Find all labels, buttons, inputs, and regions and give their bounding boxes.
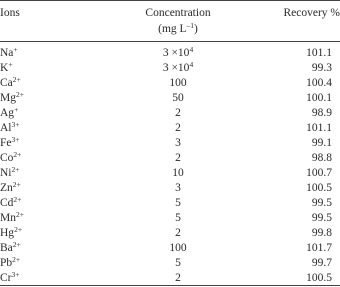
recovery-cell: 98.9 xyxy=(311,107,332,119)
recovery-cell: 99.5 xyxy=(311,212,332,224)
ion-cell xyxy=(0,91,24,106)
ion-cell xyxy=(0,211,24,226)
table-row xyxy=(0,241,340,256)
ion-symbol: Cd xyxy=(0,197,14,209)
concentration-value: 2 xyxy=(175,152,181,164)
ion-cell xyxy=(0,121,19,136)
unit-close: ) xyxy=(194,23,198,35)
concentration-value: 5 xyxy=(175,212,181,224)
ion-charge: 2+ xyxy=(15,90,24,99)
concentration-cell xyxy=(110,166,246,181)
recovery-cell: 101.1 xyxy=(306,47,332,59)
table-row xyxy=(0,256,340,271)
header-rule xyxy=(0,41,340,42)
table-row xyxy=(0,151,340,166)
table-row xyxy=(0,61,340,76)
ion-charge: 2+ xyxy=(12,180,21,189)
ion-cell xyxy=(0,256,20,271)
ion-cell xyxy=(0,106,18,121)
concentration-cell xyxy=(110,241,246,256)
ion-charge: 2+ xyxy=(13,195,22,204)
concentration-exponent: 4 xyxy=(189,45,194,54)
header-recovery: Recovery % xyxy=(283,7,340,19)
recovery-cell: 100.5 xyxy=(306,272,332,284)
ion-charge: 3+ xyxy=(11,270,20,279)
ion-symbol: Al xyxy=(0,122,12,134)
concentration-value: 10 xyxy=(172,167,184,179)
concentration-cell xyxy=(110,46,246,61)
table-row xyxy=(0,91,340,106)
ion-cell xyxy=(0,61,13,76)
recovery-cell: 99.3 xyxy=(311,62,332,74)
header-concentration: Concentration xyxy=(145,7,211,19)
header-ions: Ions xyxy=(0,7,20,19)
ion-symbol: Zn xyxy=(0,182,13,194)
ion-charge: + xyxy=(14,105,19,114)
table-row xyxy=(0,46,340,61)
recovery-cell: 100.7 xyxy=(306,167,332,179)
table-row xyxy=(0,106,340,121)
table-row xyxy=(0,166,340,181)
ion-symbol: Ba xyxy=(0,242,13,254)
ion-cell xyxy=(0,196,21,211)
ion-cell xyxy=(0,46,18,61)
ion-charge: 2+ xyxy=(12,75,21,84)
concentration-cell xyxy=(110,211,246,226)
concentration-value: 2 xyxy=(175,272,181,284)
ion-symbol: Ca xyxy=(0,77,13,89)
ion-charge: 3+ xyxy=(11,135,20,144)
unit-exponent: –1 xyxy=(186,21,195,30)
recovery-cell: 100.1 xyxy=(306,92,332,104)
ion-charge: 2+ xyxy=(12,255,21,264)
recovery-cell: 99.7 xyxy=(311,257,332,269)
recovery-cell: 99.5 xyxy=(311,197,332,209)
concentration-value: 50 xyxy=(172,92,184,104)
ion-charge: 3+ xyxy=(11,120,20,129)
concentration-value: 100 xyxy=(169,242,187,254)
concentration-value: 2 xyxy=(175,107,181,119)
recovery-cell: 101.1 xyxy=(306,122,332,134)
ion-charge: 2+ xyxy=(14,225,23,234)
ion-charge: + xyxy=(13,45,18,54)
concentration-value: 100 xyxy=(169,77,187,89)
concentration-cell xyxy=(110,76,246,91)
concentration-cell xyxy=(110,196,246,211)
ion-charge: 2+ xyxy=(11,165,20,174)
concentration-value: 3 xyxy=(175,137,181,149)
concentration-cell xyxy=(110,226,246,241)
recovery-cell: 100.5 xyxy=(306,182,332,194)
table-row xyxy=(0,181,340,196)
table-row xyxy=(0,76,340,91)
recovery-cell: 99.8 xyxy=(311,227,332,239)
ion-cell xyxy=(0,136,19,151)
concentration-cell xyxy=(110,181,246,196)
ion-symbol: Cr xyxy=(0,272,12,284)
ion-symbol: Hg xyxy=(0,227,15,239)
ion-symbol: Mn xyxy=(0,212,16,224)
table-row xyxy=(0,121,340,136)
table-row xyxy=(0,136,340,151)
ion-symbol: Mg xyxy=(0,92,16,104)
ion-cell xyxy=(0,271,19,286)
concentration-value: 2 xyxy=(175,227,181,239)
concentration-cell xyxy=(110,151,246,166)
ion-charge: 2+ xyxy=(15,210,24,219)
ion-symbol: Pb xyxy=(0,257,13,269)
ion-charge: + xyxy=(8,60,13,69)
concentration-cell xyxy=(110,256,246,271)
concentration-cell xyxy=(110,61,246,76)
table-row xyxy=(0,226,340,241)
concentration-value: 3 xyxy=(175,182,181,194)
concentration-cell xyxy=(110,121,246,136)
concentration-cell xyxy=(110,91,246,106)
ion-charge: 2+ xyxy=(12,240,21,249)
concentration-cell xyxy=(110,271,246,286)
recovery-cell: 101.7 xyxy=(306,242,332,254)
table-top-rule xyxy=(0,0,340,1)
ion-symbol: Co xyxy=(0,152,14,164)
ion-cell xyxy=(0,226,22,241)
ion-cell xyxy=(0,166,19,181)
recovery-cell: 100.4 xyxy=(306,77,332,89)
concentration-exponent: 4 xyxy=(189,60,194,69)
table-row xyxy=(0,271,340,286)
ion-cell xyxy=(0,181,21,196)
concentration-value: 5 xyxy=(175,197,181,209)
ion-cell xyxy=(0,241,21,256)
table-row xyxy=(0,196,340,211)
ion-cell xyxy=(0,151,21,166)
table-bottom-rule xyxy=(0,285,340,286)
recovery-cell: 98.8 xyxy=(311,152,332,164)
concentration-value: 3 ×10 xyxy=(162,47,190,59)
concentration-value: 3 ×10 xyxy=(162,62,190,74)
header-concentration-unit xyxy=(110,22,246,36)
table-row xyxy=(0,211,340,226)
ion-symbol: Ni xyxy=(0,167,12,179)
ion-cell xyxy=(0,76,21,91)
ion-symbol: K xyxy=(0,62,9,74)
concentration-value: 5 xyxy=(175,257,181,269)
ion-symbol: Na xyxy=(0,47,14,59)
ion-symbol: Fe xyxy=(0,137,12,149)
concentration-cell xyxy=(110,106,246,121)
recovery-cell: 99.1 xyxy=(311,137,332,149)
ion-symbol: Ag xyxy=(0,107,15,119)
ion-charge: 2+ xyxy=(13,150,22,159)
unit-base: (mg L xyxy=(158,23,187,35)
concentration-cell xyxy=(110,136,246,151)
concentration-value: 2 xyxy=(175,122,181,134)
table-body xyxy=(0,46,340,286)
